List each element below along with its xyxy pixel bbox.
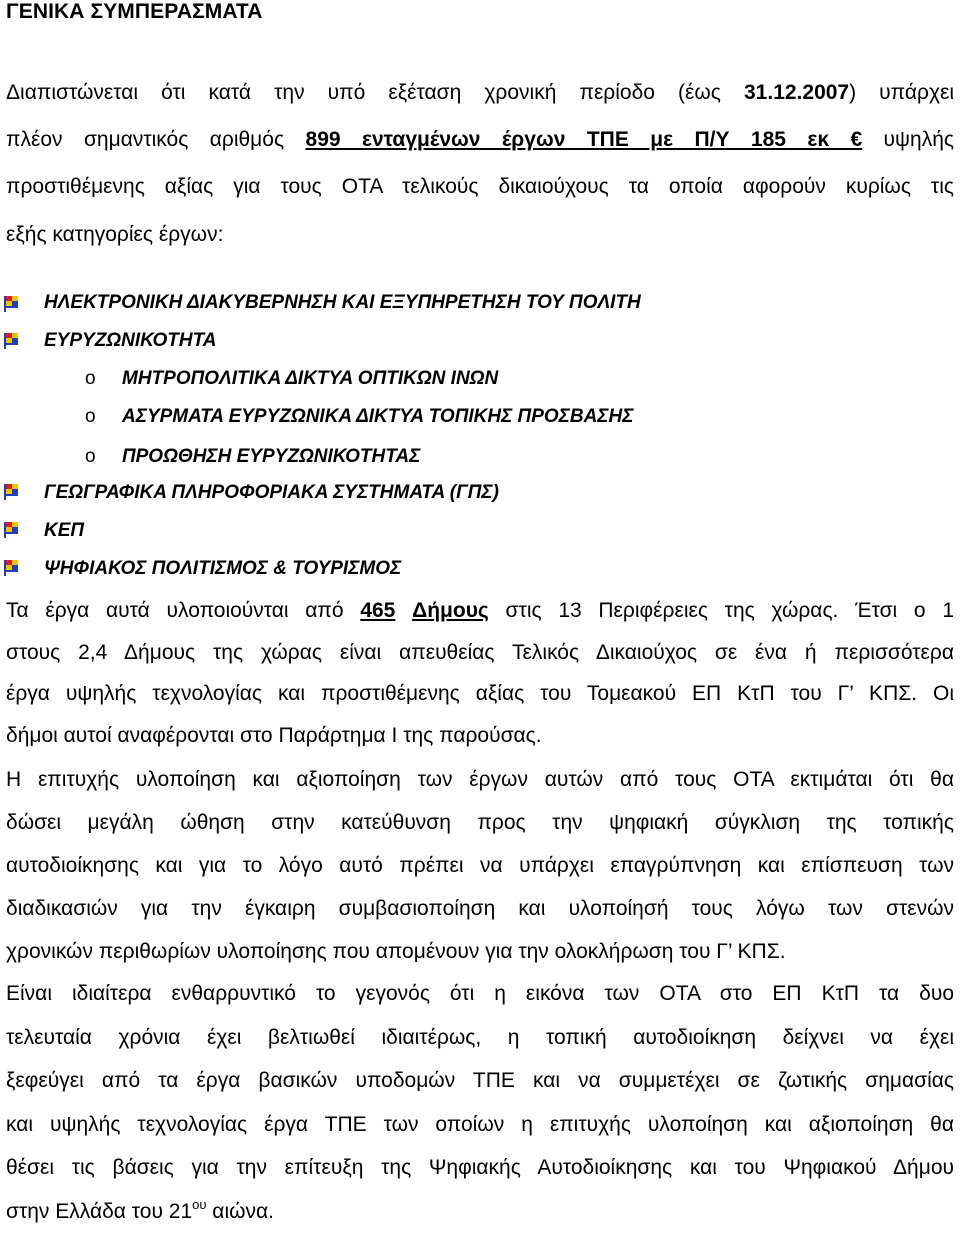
category-item: ΓΕΩΓΡΑΦΙΚΑ ΠΛΗΡΟΦΟΡΙΑΚΑ ΣΥΣΤΗΜΑΤΑ (ΓΠΣ) <box>44 481 499 505</box>
checkered-flag-bullet-icon <box>3 557 25 577</box>
intro-paragraph <box>6 69 954 258</box>
category-item: ΚΕΠ <box>44 519 84 543</box>
subcategory-item: ΜΗΤΡΟΠΟΛΙΤΙΚΑ ΔΙΚΤΥΑ ΟΠΤΙΚΩΝ ΙΝΩΝ <box>122 367 498 391</box>
p2-line-1 <box>6 590 954 632</box>
p4-line: και υψηλής τεχνολογίας έργα ΤΠΕ των οποίων η επιτυχής υλοποίηση και αξιοποίηση θα <box>6 1103 954 1147</box>
conclusion-paragraph <box>6 972 954 1233</box>
p4-text: στην Ελλάδα του 21 <box>6 1200 192 1223</box>
sub-bullet-marker: o <box>85 405 96 429</box>
intro-line-3: προστιθέμενης αξίας για τους ΟΤΑ τελικούς δικαιούχους τα οποία αφορούν κυρίως τις <box>6 163 954 210</box>
intro-highlight: 899 ενταγμένων έργων ΤΠΕ με Π/Υ 185 εκ € <box>306 128 863 151</box>
subcategory-item: ΑΣΥΡΜΑΤΑ ΕΥΡΥΖΩΝΙΚΑ ΔΙΚΤΥΑ ΤΟΠΙΚΗΣ ΠΡΟΣΒΑΣΗΣ <box>122 405 633 429</box>
intro-line-2 <box>6 116 954 163</box>
intro-date: 31.12.2007 <box>744 81 849 104</box>
intro-text: πλέον σημαντικός αριθμός <box>6 128 306 151</box>
checkered-flag-bullet-icon <box>3 519 25 539</box>
p3-line: αυτοδιοίκησης και για το λόγο αυτό πρέπει να υπάρχει επαγρύπνηση και επίσπευση των <box>6 845 954 888</box>
p3-line: δώσει μεγάλη ώθηση στην κατεύθυνση προς την ψηφιακή σύγκλιση της τοπικής <box>6 802 954 845</box>
p4-line: τελευταία χρόνια έχει βελτιωθεί ιδιαιτέρως, η τοπική αυτοδιοίκηση δείχνει να έχει <box>6 1016 954 1060</box>
p4-text: αιώνα. <box>206 1200 274 1223</box>
p4-line: ξεφεύγει από τα έργα βασικών υποδομών ΤΠΕ και να συμμετέχει σε ζωτικής σημασίας <box>6 1059 954 1103</box>
intro-text: υψηλής <box>862 128 954 151</box>
p2-line-2: στους 2,4 Δήμους της χώρας είναι απευθείας Τελικός Δικαιούχος σε ένα ή περισσότερα <box>6 632 954 674</box>
checkered-flag-bullet-icon <box>3 293 25 313</box>
p2-line-4: δήμοι αυτοί αναφέρονται στο Παράρτημα Ι της παρούσας. <box>6 715 954 757</box>
category-item: ΗΛΕΚΤΡΟΝΙΚΗ ΔΙΑΚΥΒΕΡΝΗΣΗ ΚΑΙ ΕΞΥΠΗΡΕΤΗΣΗ ΤΟΥ ΠΟΛΙΤΗ <box>44 291 641 315</box>
p3-line: Η επιτυχής υλοποίηση και αξιοποίηση των έργων αυτών από τους ΟΤΑ εκτιμάται ότι θα <box>6 759 954 802</box>
intro-line-4: εξής κατηγορίες έργων: <box>6 211 954 258</box>
p2-municipalities: Δήμους <box>412 599 489 622</box>
p2-text: στις 13 Περιφέρειες της χώρας. Έτσι ο 1 <box>489 599 954 622</box>
p3-line: διαδικασιών για την έγκαιρη συμβασιοποίηση και υλοποίησή τους λόγω των στενών <box>6 888 954 931</box>
municipalities-paragraph <box>6 590 954 756</box>
sub-bullet-marker: o <box>85 367 96 391</box>
category-item: ΨΗΦΙΑΚΟΣ ΠΟΛΙΤΙΣΜΟΣ & ΤΟΥΡΙΣΜΟΣ <box>44 557 401 581</box>
category-item: ΕΥΡΥΖΩΝΙΚΟΤΗΤΑ <box>44 329 217 353</box>
p2-line-3: έργα υψηλής τεχνολογίας και προστιθέμενης αξίας του Τομεακού ΕΠ ΚτΠ του Γ’ ΚΠΣ. Οι <box>6 673 954 715</box>
checkered-flag-bullet-icon <box>3 330 25 350</box>
intro-text: ) υπάρχει <box>849 81 954 104</box>
implementation-paragraph <box>6 759 954 974</box>
p4-line: Είναι ιδιαίτερα ενθαρρυντικό το γεγονός ότι η εικόνα των ΟΤΑ στο ΕΠ ΚτΠ τα δυο <box>6 972 954 1016</box>
century-superscript: ου <box>192 1197 206 1212</box>
sub-bullet-marker: o <box>85 445 96 469</box>
subcategory-item: ΠΡΟΩΘΗΣΗ ΕΥΡΥΖΩΝΙΚΟΤΗΤΑΣ <box>122 445 420 469</box>
intro-text: Διαπιστώνεται ότι κατά την υπό εξέταση χρονική περίοδο (έως <box>6 81 744 104</box>
p2-text: Τα έργα αυτά υλοποιούνται από <box>6 599 360 622</box>
intro-line-1 <box>6 69 954 116</box>
p4-last-line <box>6 1190 954 1233</box>
p2-space <box>395 599 412 622</box>
section-heading: ΓΕΝΙΚΑ ΣΥΜΠΕΡΑΣΜΑΤΑ <box>6 0 263 25</box>
p2-count: 465 <box>360 599 395 622</box>
checkered-flag-bullet-icon <box>3 481 25 501</box>
p3-line: χρονικών περιθωρίων υλοποίησης που απομένουν για την ολοκλήρωση του Γ’ ΚΠΣ. <box>6 931 954 974</box>
p4-line: θέσει τις βάσεις για την επίτευξη της Ψηφιακής Αυτοδιοίκησης και του Ψηφιακού Δήμου <box>6 1146 954 1190</box>
